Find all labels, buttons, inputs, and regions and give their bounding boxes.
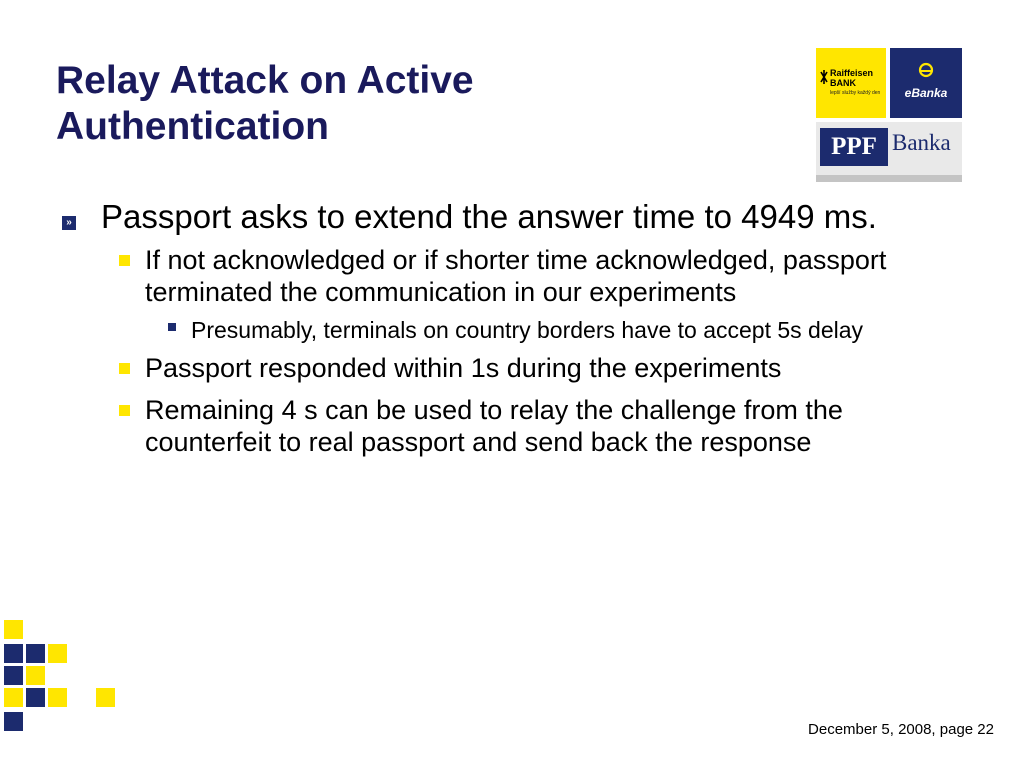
ebanka-text: eBanka: [904, 86, 948, 100]
deco-square: [48, 688, 67, 707]
chevron-bullet-icon: »: [62, 216, 76, 230]
bullet-level2-b-text: Passport responded within 1s during the experiments: [145, 353, 782, 383]
raiffeisen-cross-icon: [820, 70, 828, 84]
bullet-level1: [60, 198, 940, 236]
slide-title: [56, 58, 676, 150]
bullet-level1-text: Passport asks to extend the answer time to 4949 ms.: [101, 198, 877, 235]
ebanka-mark-icon: [918, 62, 934, 78]
deco-square: [4, 666, 23, 685]
bullet-level3-text: Presumably, terminals on country borders have to accept 5s delay: [191, 317, 864, 343]
small-square-bullet-icon: [168, 323, 176, 331]
deco-square: [26, 644, 45, 663]
bullet-level2-a: [60, 244, 940, 308]
deco-square: [4, 644, 23, 663]
square-bullet-icon: [119, 405, 130, 416]
sponsor-logos: [816, 48, 962, 182]
deco-square: [4, 620, 23, 639]
raiffeisen-name: Raiffeisen BANK: [830, 68, 874, 88]
deco-square: [4, 688, 23, 707]
decorative-squares: [0, 620, 120, 740]
ebanka-logo: [890, 48, 962, 118]
deco-square: [26, 666, 45, 685]
slide-footer: December 5, 2008, page 22: [808, 721, 994, 738]
deco-square: [96, 688, 115, 707]
banka-text: Banka: [892, 130, 951, 155]
bullet-level2-b: [60, 352, 940, 384]
deco-square: [26, 688, 45, 707]
bullet-level3: [60, 316, 940, 344]
deco-square: [48, 644, 67, 663]
bullet-level2-c: [60, 394, 940, 458]
title-line-2: Authentication: [56, 105, 329, 148]
logo-divider: [816, 175, 962, 182]
square-bullet-icon: [119, 255, 130, 266]
raiffeisen-logo: [816, 48, 886, 118]
deco-square: [4, 712, 23, 731]
square-bullet-icon: [119, 363, 130, 374]
ppf-mark: PPF: [820, 128, 888, 166]
bullet-list: [60, 198, 940, 458]
raiffeisen-tagline: lepší služby každý den: [830, 90, 881, 96]
title-line-1: Relay Attack on Active: [56, 59, 474, 102]
bullet-level2-c-text: Remaining 4 s can be used to relay the challenge from the counterfeit to real passport and send back the response: [145, 395, 843, 457]
ppf-banka-logo: [816, 122, 962, 182]
bullet-level2-a-text: If not acknowledged or if shorter time acknowledged, passport terminated the communication in our experiments: [145, 245, 887, 307]
